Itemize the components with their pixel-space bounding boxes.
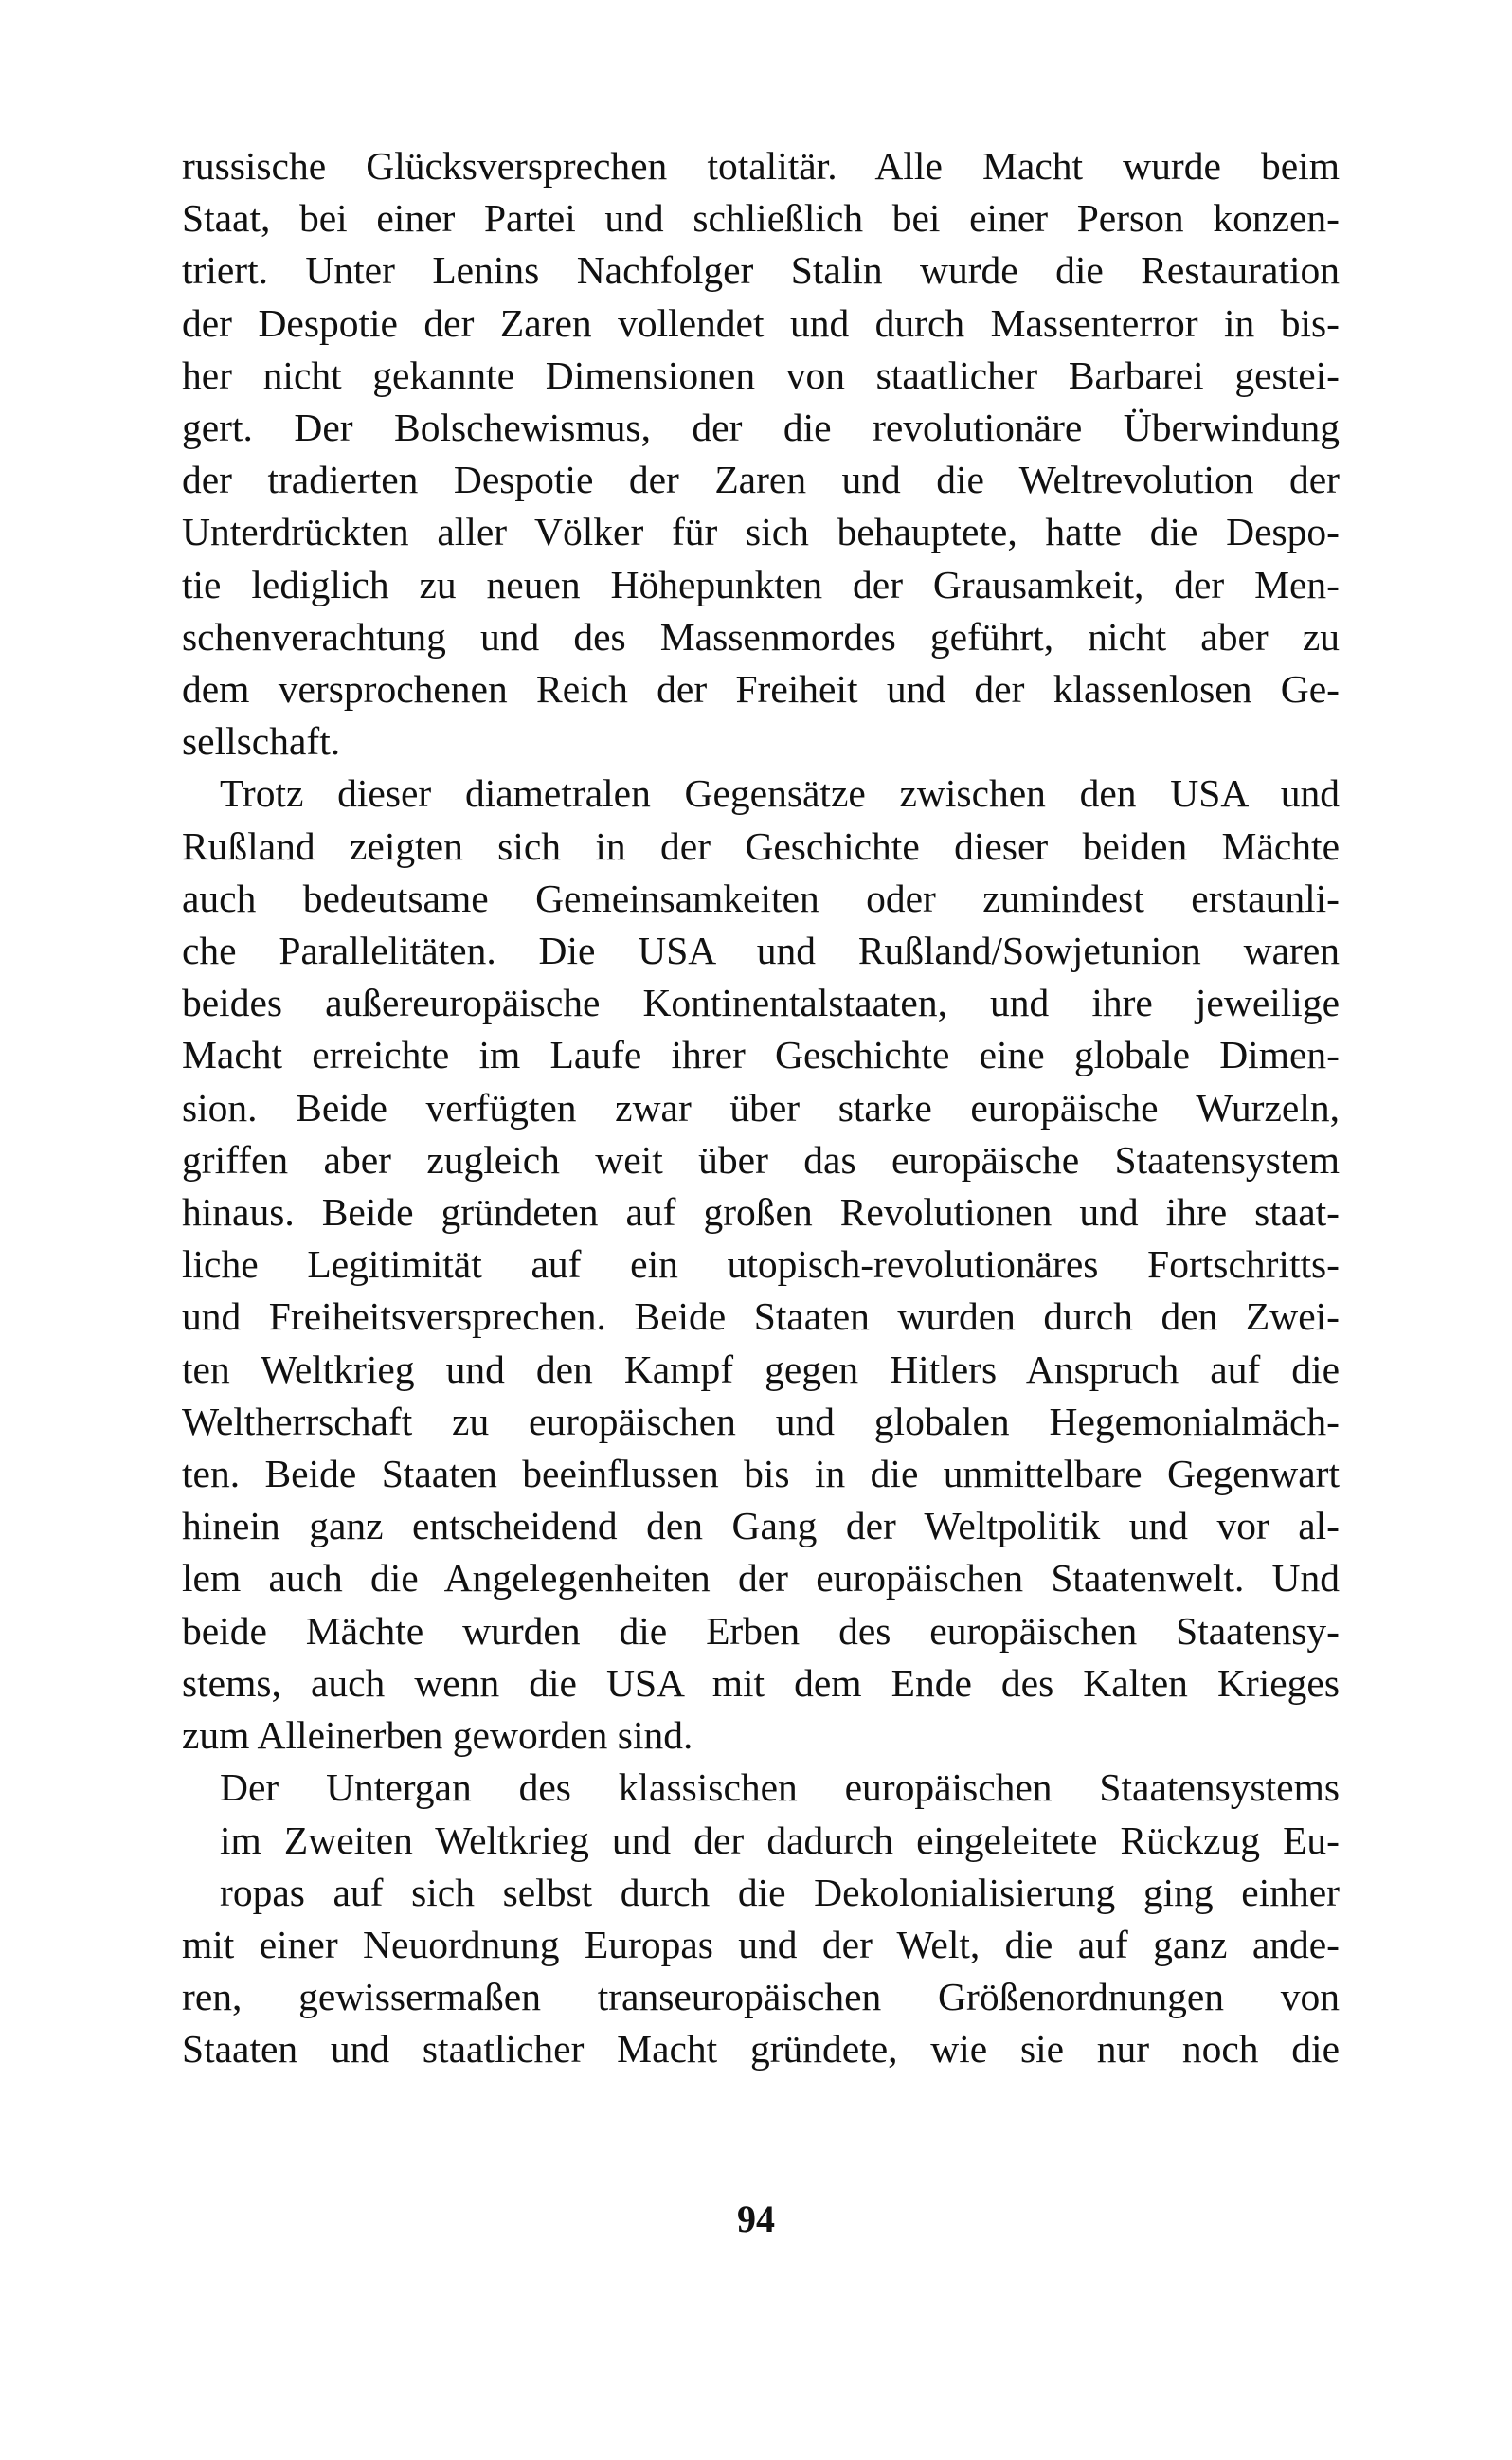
paragraph-2 [182,768,1340,1762]
text-line: schenverachtung und des Massenmordes geführt, nicht aber zu [182,614,1340,659]
text-line: Staaten und staatlicher Macht gründete, wie sie nur noch die [182,2027,1340,2071]
text-line: dem versprochenen Reich der Freiheit und der klassenlosen Ge- [182,667,1340,712]
text-line: triert. Unter Lenins Nachfolger Stalin wurde die Restauration [182,248,1340,293]
text-line: ropas auf sich selbst durch die Dekolonialisierung ging einher [220,1870,1340,1914]
text-line: hinaus. Beide gründeten auf großen Revolutionen und ihre staat- [182,1190,1340,1235]
text-line: liche Legitimität auf ein utopisch-revolutionäres Fortschritts- [182,1242,1340,1287]
text-line: mit einer Neuordnung Europas und der Welt, die auf ganz ande- [182,1922,1340,1966]
text-line: sion. Beide verfügten zwar über starke europäische Wurzeln, [182,1085,1340,1130]
text-line: und Freiheitsversprechen. Beide Staaten wurden durch den Zwei- [182,1294,1340,1339]
page-number: 94 [737,2198,775,2240]
paragraph-1 [182,140,1340,768]
text-line: lem auch die Angelegenheiten der europäischen Staatenwelt. Und [182,1556,1340,1601]
text-line: der tradierten Despotie der Zaren und die Weltrevolution der [182,458,1340,502]
text-line: stems, auch wenn die USA mit dem Ende des Kalten Krieges [182,1660,1340,1705]
text-line: ten Weltkrieg und den Kampf gegen Hitlers Anspruch auf die [182,1347,1340,1391]
text-line: Der Untergan des klassischen europäischen Staatensystems [220,1765,1340,1810]
text-line: tie lediglich zu neuen Höhepunkten der Grausamkeit, der Men- [182,562,1340,606]
text-line: Staat, bei einer Partei und schließlich bei einer Person konzen- [182,196,1340,241]
text-line: her nicht gekannte Dimensionen von staatlicher Barbarei gestei- [182,353,1340,397]
text-line: griffen aber zugleich weit über das europäische Staatensystem [182,1137,1340,1182]
paragraph-3 [182,1762,1340,2075]
text-line: ten. Beide Staaten beeinflussen bis in die unmittelbare Gegenwart [182,1452,1340,1496]
text-line: beide Mächte wurden die Erben des europäischen Staatensy- [182,1608,1340,1653]
text-line: Macht erreichte im Laufe ihrer Geschichte eine globale Dimen- [182,1033,1340,1077]
text-line: russische Glücksversprechen totalitär. Alle Macht wurde beim [182,144,1340,188]
text-line: che Parallelitäten. Die USA und Rußland/Sowjetunion waren [182,929,1340,973]
text-line: sellschaft. [182,719,341,764]
text-line: Trotz dieser diametralen Gegensätze zwischen den USA und [220,771,1340,816]
text-line: Unterdrückten aller Völker für sich behauptete, hatte die Despo- [182,510,1340,554]
text-line: Rußland zeigten sich in der Geschichte dieser beiden Mächte [182,823,1340,868]
text-line: zum Alleinerben geworden sind. [182,1713,693,1758]
text-line: auch bedeutsame Gemeinsamkeiten oder zumindest erstaunli- [182,876,1340,920]
text-line: Weltherrschaft zu europäischen und globalen Hegemonialmäch- [182,1399,1340,1443]
text-line: hinein ganz entscheidend den Gang der Weltpolitik und vor al- [182,1504,1340,1548]
text-line: der Despotie der Zaren vollendet und durch Massenterror in bis- [182,300,1340,345]
text-line: gert. Der Bolschewismus, der die revolutionäre Überwindung [182,406,1340,450]
book-page-text [182,140,1340,2076]
text-line: beides außereuropäische Kontinentalstaaten, und ihre jeweilige [182,981,1340,1025]
text-line: ren, gewissermaßen transeuropäischen Größenordnungen von [182,1975,1340,2019]
text-line: im Zweiten Weltkrieg und der dadurch eingeleitete Rückzug Eu- [220,1818,1340,1862]
